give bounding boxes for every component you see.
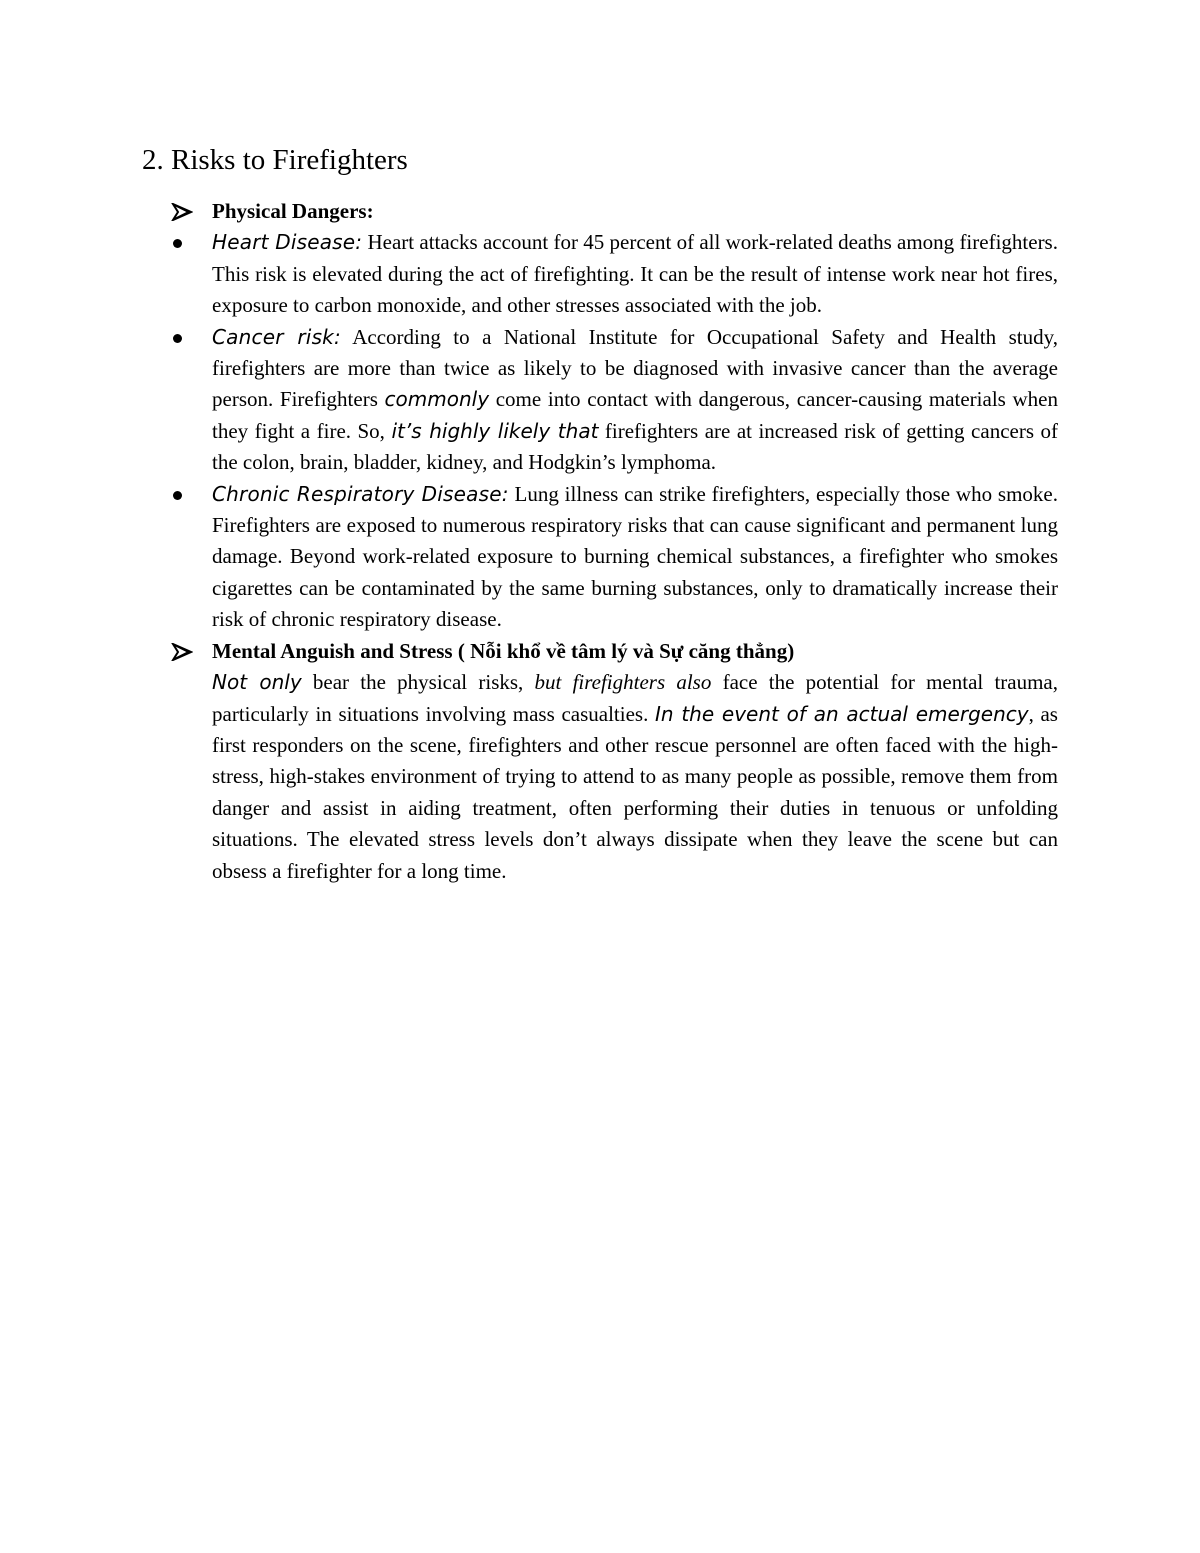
cancer-risk-text-2: come into contact with dangerous, cancer-causing materials when they fight a fire. So, xyxy=(212,387,1058,443)
mental-anguish-paragraph xyxy=(168,667,1058,887)
term-cancer-risk: Cancer risk: xyxy=(212,324,341,349)
mental-text-3: , as first responders on the scene, firefighters and other rescue personnel are often faced with the high-stress, high-stakes environment of trying to attend to as many people as possible, remove them from danger and assist in aiding treatment, often performing their duties in tenuous or unfolding situations. The elevated stress levels don’t always dissipate when they leave the scene but can obsess a firefighter for a long time. xyxy=(212,701,1058,883)
chronic-respiratory-text: Lung illness can strike firefighters, especially those who smoke. Firefighters are exposed to numerous respiratory risks that can cause significant and permanent lung damage. Beyond work-related exposure to burning chemical substances, a firefighter who smokes cigarettes can be contaminated by the same burning substances, only to dramatically increase their risk of chronic respiratory disease. xyxy=(212,481,1058,632)
mental-text-1: bear the physical risks, xyxy=(301,670,535,695)
cancer-risk-text-1: According to a National Institute for Occupational Safety and Health study, firefighters are more than twice as likely to be diagnosed with invasive cancer than the average person. Firefighters xyxy=(212,324,1058,412)
mental-anguish-heading-row xyxy=(168,636,1058,667)
mental-emphasis-1: Not only xyxy=(212,670,302,695)
mental-emphasis-2: but firefighters also xyxy=(534,670,712,695)
cancer-risk-emphasis-1: commonly xyxy=(384,387,490,412)
section-title: 2. Risks to Firefighters xyxy=(142,144,408,176)
arrowhead-icon xyxy=(171,643,193,661)
list-item-chronic-respiratory xyxy=(168,479,1058,636)
physical-dangers-heading: Physical Dangers: xyxy=(212,199,374,223)
term-chronic-respiratory: Chronic Respiratory Disease: xyxy=(212,481,509,506)
physical-dangers-heading-row xyxy=(168,196,1058,227)
mental-emphasis-3: In the event of an actual emergency xyxy=(654,701,1029,726)
document-body xyxy=(168,196,1058,887)
heart-disease-text: Heart attacks account for 45 percent of all work-related deaths among firefighters. This risk is elevated during the act of firefighting. It can be the result of intense work near hot fires, exposure to carbon monoxide, and other stresses associated with the job. xyxy=(212,230,1058,318)
list-item-cancer-risk xyxy=(168,322,1058,479)
list-item-heart-disease xyxy=(168,227,1058,321)
term-heart-disease: Heart Disease: xyxy=(212,230,363,255)
cancer-risk-text-3: firefighters are at increased risk of getting cancers of the colon, brain, bladder, kidney, and Hodgkin’s lymphoma. xyxy=(212,418,1058,475)
arrowhead-icon xyxy=(171,203,193,221)
cancer-risk-emphasis-2: it’s highly likely that xyxy=(391,418,599,443)
mental-anguish-heading: Mental Anguish and Stress ( Nỗi khổ về tâm lý và Sự căng thẳng) xyxy=(212,638,795,663)
mental-text-2: face the potential for mental trauma, particularly in situations involving mass casualties. xyxy=(212,670,1059,726)
